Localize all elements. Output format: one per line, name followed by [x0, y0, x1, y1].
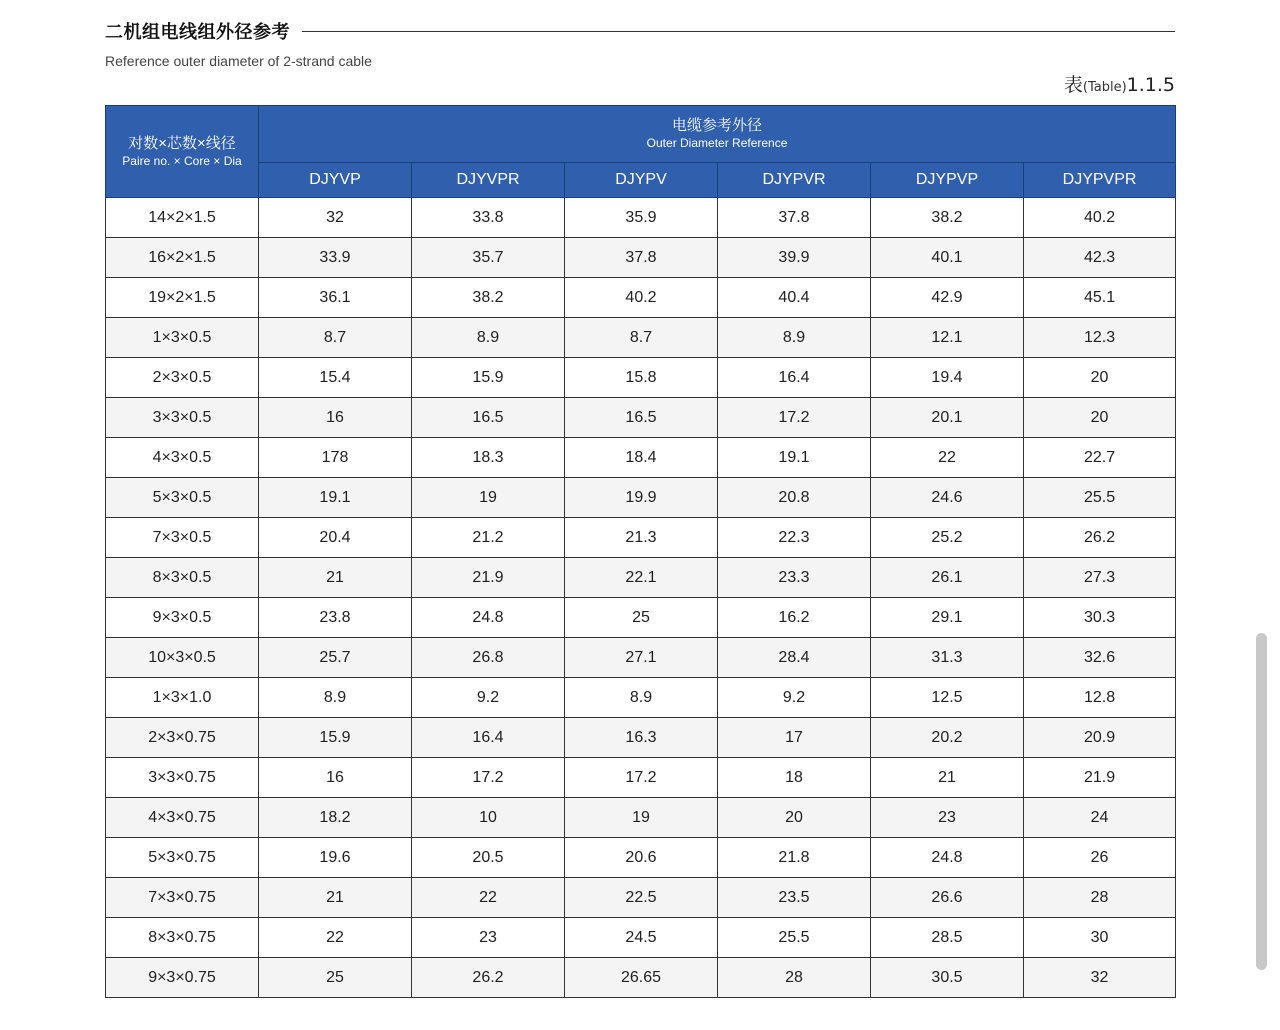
- diameter-cell: 25: [565, 598, 718, 638]
- spec-cell: 9×3×0.5: [106, 598, 259, 638]
- diameter-cell: 25.7: [259, 638, 412, 678]
- diameter-cell: 15.4: [259, 358, 412, 398]
- diameter-cell: 28: [718, 958, 871, 998]
- diameter-cell: 40.1: [871, 238, 1024, 278]
- diameter-cell: 24.8: [412, 598, 565, 638]
- table-row: [106, 878, 1176, 918]
- table-number-label: [1064, 70, 1175, 97]
- section-title-row: [105, 18, 1175, 44]
- table-number: 1.1.5: [1126, 74, 1175, 96]
- table-row: [106, 758, 1176, 798]
- table-row: [106, 398, 1176, 438]
- diameter-cell: 8.7: [565, 318, 718, 358]
- diameter-cell: 25: [259, 958, 412, 998]
- diameter-cell: 30: [1024, 918, 1176, 958]
- diameter-cell: 16: [259, 398, 412, 438]
- diameter-cell: 40.2: [565, 278, 718, 318]
- diameter-cell: 17.2: [565, 758, 718, 798]
- table-row: [106, 918, 1176, 958]
- diameter-cell: 16.3: [565, 718, 718, 758]
- spec-cell: 5×3×0.75: [106, 838, 259, 878]
- diameter-cell: 40.2: [1024, 198, 1176, 238]
- diameter-cell: 19: [565, 798, 718, 838]
- diameter-cell: 37.8: [718, 198, 871, 238]
- diameter-cell: 28.5: [871, 918, 1024, 958]
- diameter-cell: 26.2: [1024, 518, 1176, 558]
- table-row: [106, 678, 1176, 718]
- table-row: [106, 318, 1176, 358]
- diameter-cell: 24.5: [565, 918, 718, 958]
- section-subtitle: Reference outer diameter of 2-strand cable: [105, 53, 372, 69]
- diameter-cell: 9.2: [718, 678, 871, 718]
- diameter-cell: 20.1: [871, 398, 1024, 438]
- diameter-cell: 22.1: [565, 558, 718, 598]
- diameter-cell: 30.3: [1024, 598, 1176, 638]
- table-row: [106, 278, 1176, 318]
- diameter-cell: 21.9: [412, 558, 565, 598]
- table-row: [106, 638, 1176, 678]
- table-row: [106, 598, 1176, 638]
- column-header-row: [106, 163, 1176, 198]
- diameter-cell: 26: [1024, 838, 1176, 878]
- diameter-cell: 35.9: [565, 198, 718, 238]
- diameter-cell: 22: [259, 918, 412, 958]
- spec-cell: 10×3×0.5: [106, 638, 259, 678]
- diameter-cell: 26.2: [412, 958, 565, 998]
- diameter-cell: 20: [1024, 358, 1176, 398]
- diameter-cell: 21: [259, 558, 412, 598]
- diameter-cell: 8.9: [412, 318, 565, 358]
- table-row: [106, 198, 1176, 238]
- diameter-cell: 26.6: [871, 878, 1024, 918]
- spec-cell: 8×3×0.75: [106, 918, 259, 958]
- column-header-djypvpr: DJYPVPR: [1024, 163, 1176, 198]
- table-row: [106, 358, 1176, 398]
- table-row: [106, 838, 1176, 878]
- diameter-cell: 20.5: [412, 838, 565, 878]
- group-header-cn: 电缆参考外径: [672, 117, 763, 134]
- diameter-cell: 17: [718, 718, 871, 758]
- diameter-cell: 40.4: [718, 278, 871, 318]
- diameter-cell: 16.5: [412, 398, 565, 438]
- group-header: [259, 106, 1176, 163]
- diameter-cell: 26.8: [412, 638, 565, 678]
- diameter-cell: 22.3: [718, 518, 871, 558]
- spec-cell: 2×3×0.5: [106, 358, 259, 398]
- spec-cell: 1×3×1.0: [106, 678, 259, 718]
- diameter-cell: 25.5: [718, 918, 871, 958]
- table-label-small: (Table): [1082, 80, 1127, 95]
- diameter-cell: 10: [412, 798, 565, 838]
- diameter-cell: 38.2: [871, 198, 1024, 238]
- spec-cell: 9×3×0.75: [106, 958, 259, 998]
- first-column-header: [106, 106, 259, 198]
- diameter-cell: 37.8: [565, 238, 718, 278]
- column-header-djypvp: DJYPVP: [871, 163, 1024, 198]
- diameter-cell: 12.8: [1024, 678, 1176, 718]
- diameter-cell: 39.9: [718, 238, 871, 278]
- diameter-cell: 23.8: [259, 598, 412, 638]
- diameter-cell: 25.5: [1024, 478, 1176, 518]
- diameter-cell: 28: [1024, 878, 1176, 918]
- column-header-djypvr: DJYPVR: [718, 163, 871, 198]
- diameter-cell: 21.8: [718, 838, 871, 878]
- diameter-cell: 33.9: [259, 238, 412, 278]
- table-row: [106, 718, 1176, 758]
- table-prefix: 表: [1063, 74, 1083, 96]
- diameter-cell: 36.1: [259, 278, 412, 318]
- diameter-cell: 20.8: [718, 478, 871, 518]
- diameter-cell: 30.5: [871, 958, 1024, 998]
- diameter-cell: 19: [412, 478, 565, 518]
- diameter-cell: 15.9: [412, 358, 565, 398]
- diameter-cell: 20: [1024, 398, 1176, 438]
- first-column-header-en: Paire no. × Core × Dia: [122, 153, 242, 168]
- diameter-cell: 28.4: [718, 638, 871, 678]
- table-row: [106, 958, 1176, 998]
- diameter-cell: 33.8: [412, 198, 565, 238]
- diameter-cell: 15.8: [565, 358, 718, 398]
- diameter-cell: 17.2: [412, 758, 565, 798]
- diameter-cell: 38.2: [412, 278, 565, 318]
- diameter-cell: 16.5: [565, 398, 718, 438]
- first-column-header-cn: 对数×芯数×线径: [128, 134, 236, 152]
- table-row: [106, 518, 1176, 558]
- column-header-djyvpr: DJYVPR: [412, 163, 565, 198]
- diameter-cell: 21: [871, 758, 1024, 798]
- diameter-cell: 35.7: [412, 238, 565, 278]
- diameter-cell: 16: [259, 758, 412, 798]
- spec-cell: 2×3×0.75: [106, 718, 259, 758]
- table-row: [106, 558, 1176, 598]
- spec-cell: 1×3×0.5: [106, 318, 259, 358]
- diameter-cell: 20: [718, 798, 871, 838]
- diameter-cell: 31.3: [871, 638, 1024, 678]
- scrollbar-thumb[interactable]: [1256, 633, 1267, 970]
- diameter-cell: 27.1: [565, 638, 718, 678]
- title-divider: [302, 31, 1175, 32]
- diameter-cell: 15.9: [259, 718, 412, 758]
- spec-cell: 3×3×0.5: [106, 398, 259, 438]
- diameter-cell: 23: [412, 918, 565, 958]
- diameter-cell: 8.9: [718, 318, 871, 358]
- diameter-cell: 8.7: [259, 318, 412, 358]
- diameter-cell: 178: [259, 438, 412, 478]
- diameter-cell: 19.4: [871, 358, 1024, 398]
- diameter-cell: 22.5: [565, 878, 718, 918]
- spec-cell: 14×2×1.5: [106, 198, 259, 238]
- diameter-cell: 45.1: [1024, 278, 1176, 318]
- diameter-cell: 29.1: [871, 598, 1024, 638]
- diameter-cell: 18.3: [412, 438, 565, 478]
- diameter-cell: 12.5: [871, 678, 1024, 718]
- spec-cell: 3×3×0.75: [106, 758, 259, 798]
- diameter-cell: 12.3: [1024, 318, 1176, 358]
- diameter-cell: 23: [871, 798, 1024, 838]
- diameter-cell: 42.3: [1024, 238, 1176, 278]
- diameter-cell: 19.9: [565, 478, 718, 518]
- diameter-cell: 26.65: [565, 958, 718, 998]
- spec-cell: 4×3×0.75: [106, 798, 259, 838]
- diameter-cell: 20.2: [871, 718, 1024, 758]
- table-body: [106, 198, 1176, 998]
- diameter-cell: 9.2: [412, 678, 565, 718]
- diameter-cell: 24.8: [871, 838, 1024, 878]
- diameter-cell: 27.3: [1024, 558, 1176, 598]
- diameter-cell: 32: [1024, 958, 1176, 998]
- diameter-cell: 21.9: [1024, 758, 1176, 798]
- diameter-cell: 19.6: [259, 838, 412, 878]
- diameter-cell: 20.9: [1024, 718, 1176, 758]
- diameter-cell: 20.6: [565, 838, 718, 878]
- section-title: 二机组电线组外径参考: [105, 22, 290, 43]
- diameter-cell: 18.4: [565, 438, 718, 478]
- diameter-cell: 42.9: [871, 278, 1024, 318]
- spec-cell: 8×3×0.5: [106, 558, 259, 598]
- diameter-cell: 32: [259, 198, 412, 238]
- spec-cell: 5×3×0.5: [106, 478, 259, 518]
- diameter-cell: 19.1: [259, 478, 412, 518]
- table-row: [106, 238, 1176, 278]
- table-row: [106, 478, 1176, 518]
- column-header-djyvp: DJYVP: [259, 163, 412, 198]
- diameter-cell: 21.3: [565, 518, 718, 558]
- spec-cell: 7×3×0.75: [106, 878, 259, 918]
- table-row: [106, 438, 1176, 478]
- diameter-cell: 12.1: [871, 318, 1024, 358]
- diameter-cell: 18: [718, 758, 871, 798]
- spec-cell: 7×3×0.5: [106, 518, 259, 558]
- diameter-cell: 26.1: [871, 558, 1024, 598]
- diameter-cell: 22: [871, 438, 1024, 478]
- diameter-cell: 23.3: [718, 558, 871, 598]
- diameter-cell: 32.6: [1024, 638, 1176, 678]
- diameter-cell: 20.4: [259, 518, 412, 558]
- diameter-cell: 8.9: [565, 678, 718, 718]
- spec-cell: 16×2×1.5: [106, 238, 259, 278]
- outer-diameter-table: [105, 105, 1176, 998]
- spec-cell: 19×2×1.5: [106, 278, 259, 318]
- diameter-cell: 21.2: [412, 518, 565, 558]
- group-header-en: Outer Diameter Reference: [646, 136, 788, 150]
- spec-cell: 4×3×0.5: [106, 438, 259, 478]
- diameter-cell: 16.4: [718, 358, 871, 398]
- diameter-cell: 24.6: [871, 478, 1024, 518]
- column-header-djypv: DJYPV: [565, 163, 718, 198]
- diameter-cell: 16.2: [718, 598, 871, 638]
- diameter-cell: 8.9: [259, 678, 412, 718]
- diameter-cell: 17.2: [718, 398, 871, 438]
- diameter-cell: 16.4: [412, 718, 565, 758]
- diameter-cell: 23.5: [718, 878, 871, 918]
- table-row: [106, 798, 1176, 838]
- diameter-cell: 21: [259, 878, 412, 918]
- diameter-cell: 25.2: [871, 518, 1024, 558]
- diameter-cell: 24: [1024, 798, 1176, 838]
- diameter-cell: 19.1: [718, 438, 871, 478]
- diameter-cell: 22.7: [1024, 438, 1176, 478]
- diameter-cell: 22: [412, 878, 565, 918]
- diameter-cell: 18.2: [259, 798, 412, 838]
